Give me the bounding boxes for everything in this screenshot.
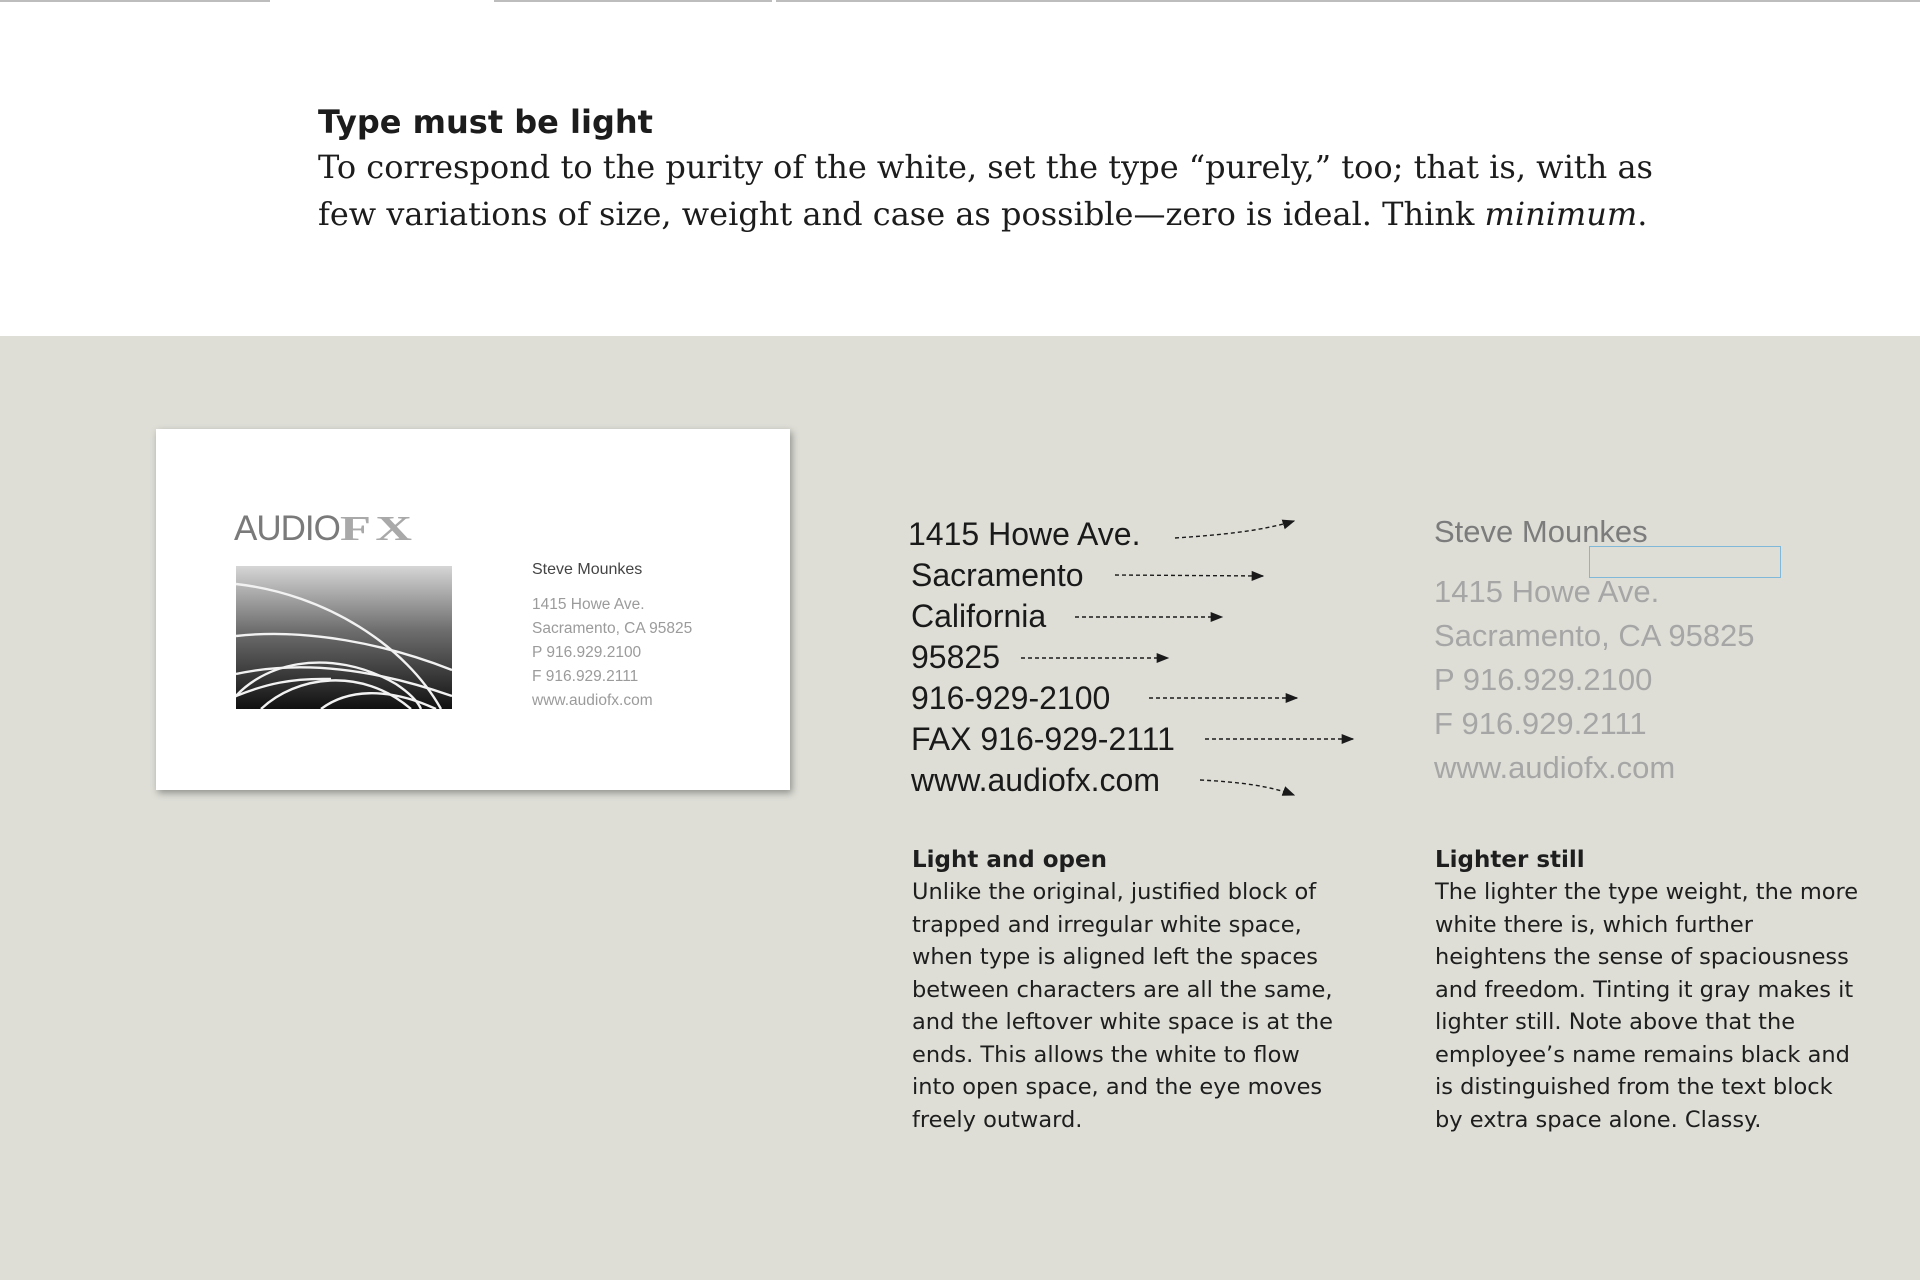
intro-text-end: .: [1637, 195, 1648, 233]
light-line: P 916.929.2100: [1434, 662, 1653, 697]
light-line: 1415 Howe Ave.: [1434, 574, 1660, 609]
original-line: 95825: [911, 639, 1000, 675]
logo-mark: FX: [339, 509, 417, 548]
audiofx-logo: [234, 509, 417, 549]
intro-section: [318, 102, 1718, 238]
business-card: [156, 429, 790, 790]
original-line: FAX 916-929-2111: [911, 721, 1175, 757]
card-city: Sacramento, CA 95825: [532, 620, 693, 637]
top-rule: [776, 0, 1920, 2]
card-name: Steve Mounkes: [532, 561, 643, 578]
top-rule: [494, 0, 772, 2]
card-fax: F 916.929.2111: [532, 668, 639, 685]
caption-title: Light and open: [912, 847, 1107, 873]
light-line: Sacramento, CA 95825: [1434, 618, 1755, 653]
card-phone: P 916.929.2100: [532, 644, 642, 661]
caption-lighter-still: [1435, 844, 1865, 1136]
card-web: www.audiofx.com: [532, 692, 653, 709]
caption-light-and-open: [912, 844, 1342, 1136]
caption-body: Unlike the original, justified block of trapped and irregular white space, when type is aligned left the spaces between characters are all the same, and the leftover white space is at the ends. This allows the white to flow into open space, and the eye moves freely outward.: [912, 879, 1334, 1133]
card-contact-block: [532, 593, 692, 713]
page-heading: Type must be light: [318, 103, 653, 141]
original-line: California: [911, 598, 1047, 634]
light-contact-block: [1434, 570, 1755, 790]
original-line: www.audiofx.com: [911, 762, 1160, 798]
original-line: Sacramento: [911, 557, 1084, 593]
logo-word: AUDIO: [234, 509, 340, 548]
original-line: 916-929-2100: [911, 680, 1111, 716]
light-name: Steve Mounkes: [1434, 514, 1648, 549]
intro-paragraph: [318, 144, 1718, 238]
light-line: www.audiofx.com: [1434, 750, 1676, 785]
intro-text: To correspond to the purity of the white, set the type “purely,” too; that is, with as few variations of size, weight and case as possible—zero is ideal. Think: [318, 148, 1653, 233]
caption-title: Lighter still: [1435, 847, 1585, 873]
intro-emphasis: minimum: [1484, 195, 1638, 233]
logo-arcs-image: [236, 566, 452, 709]
card-address: 1415 Howe Ave.: [532, 596, 645, 613]
light-line: F 916.929.2111: [1434, 706, 1647, 741]
top-rule: [0, 0, 270, 2]
original-line: 1415 Howe Ave.: [908, 516, 1141, 552]
caption-body: The lighter the type weight, the more white there is, which further heightens the sense of spaciousness and freedom. Tinting it gray makes it lighter still. Note above that the employee’s name remains black and is distinguished from the text block by extra space alone. Classy.: [1435, 879, 1859, 1133]
